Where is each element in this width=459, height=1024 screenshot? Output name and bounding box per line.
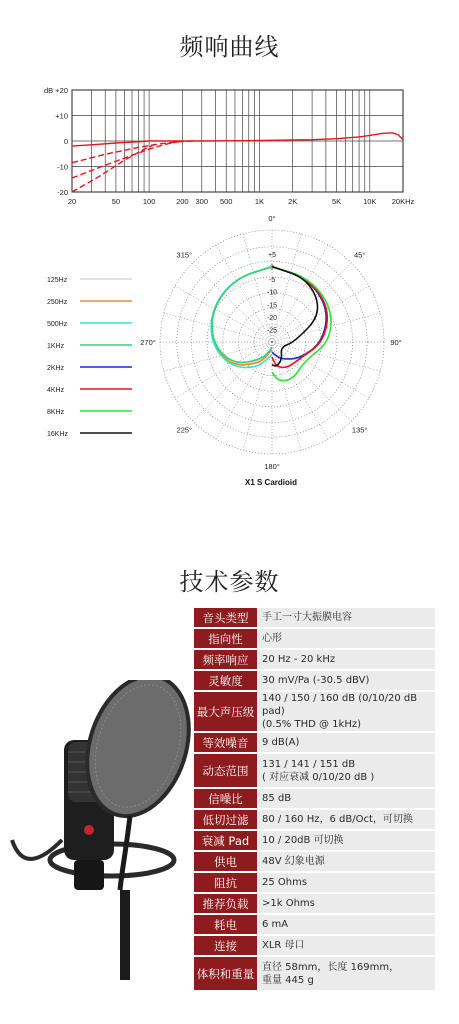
y-tick-label: 0	[63, 137, 68, 146]
frequency-response-chart	[0, 80, 459, 215]
spec-label: 衰减 Pad	[194, 831, 257, 850]
x-tick-label: 200	[176, 197, 189, 206]
angle-label: 0°	[268, 215, 276, 223]
spec-label: 音头类型	[194, 608, 257, 627]
specs-table	[194, 606, 435, 992]
x-tick-label: 20KHz	[391, 197, 415, 206]
x-tick-label: 300	[195, 197, 209, 206]
spec-value	[257, 957, 435, 990]
spec-value	[257, 629, 435, 648]
spec-label: 体积和重量	[194, 957, 257, 990]
spec-row	[194, 852, 435, 871]
ring-label: -25	[266, 327, 278, 335]
spec-row	[194, 733, 435, 752]
spec-label: 连接	[194, 936, 257, 955]
y-tick-label: +10	[55, 111, 68, 121]
polar-spoke	[272, 342, 369, 398]
x-tick-label: 500	[219, 197, 233, 206]
polar-curve-125hz	[212, 264, 274, 364]
spec-label: 推荐负载	[194, 894, 257, 913]
spec-value	[257, 894, 435, 913]
spec-value	[257, 936, 435, 955]
spec-value	[257, 831, 435, 850]
polar-pattern-chart	[0, 215, 459, 495]
x-tick-label: 2K	[288, 197, 298, 206]
spec-value-line: 30 mV/Pa (-30.5 dBV)	[262, 675, 370, 686]
response-curve	[72, 133, 403, 146]
spec-value	[257, 608, 435, 627]
spec-value	[257, 873, 435, 892]
spec-value-line: 48V 幻象电源	[262, 856, 325, 867]
spec-row	[194, 894, 435, 913]
polar-spoke	[272, 234, 301, 342]
spec-row	[194, 915, 435, 934]
x-tick-label: 50	[111, 197, 121, 206]
logo-icon	[84, 825, 94, 835]
spec-label: 阻抗	[194, 873, 257, 892]
spec-label: 耗电	[194, 915, 257, 934]
polar-spoke	[175, 342, 272, 398]
microphone-image	[2, 680, 202, 980]
ring-label: -10	[266, 289, 278, 297]
spec-row	[194, 873, 435, 892]
spec-value-line: 85 dB	[262, 793, 292, 804]
spec-label: 等效噪音	[194, 733, 257, 752]
spec-row	[194, 754, 435, 787]
polar-curve-1khz	[212, 264, 274, 363]
spec-value	[257, 915, 435, 934]
x-tick-label: 1K	[254, 197, 265, 206]
spec-value	[257, 852, 435, 871]
polar-spoke	[164, 313, 272, 342]
legend-label: 250Hz	[47, 299, 68, 306]
polar-spoke	[193, 342, 272, 421]
x-tick-label: 10K	[363, 197, 377, 206]
legend-label: 2KHz	[47, 365, 65, 372]
spec-value-line: 手工一寸大振膜电容	[262, 612, 352, 623]
spec-row	[194, 692, 435, 731]
spec-value	[257, 733, 435, 752]
spec-value-line: 80 / 160 Hz，6 dB/Oct，可切换	[262, 814, 413, 825]
legend-label: 500Hz	[47, 321, 68, 328]
angle-label: 135°	[351, 425, 368, 435]
y-tick-label: -20	[57, 188, 68, 197]
angle-label: 45°	[354, 250, 366, 260]
spec-value	[257, 754, 435, 787]
polar-spoke	[193, 263, 272, 342]
polar-curve-250hz	[212, 264, 274, 365]
spec-row	[194, 671, 435, 690]
x-tick-label: 20	[67, 197, 77, 206]
spec-row	[194, 831, 435, 850]
polar-spoke	[272, 342, 351, 421]
spec-value-line: XLR 母口	[262, 940, 305, 951]
spec-value-line: 6 mA	[262, 919, 289, 930]
spec-label: 低切过滤	[194, 810, 257, 829]
spec-row	[194, 789, 435, 808]
y-tick-label: -10	[57, 162, 68, 172]
ring-label: -20	[266, 314, 278, 322]
freq-response-title: 频响曲线	[179, 33, 280, 61]
legend-label: 4KHz	[47, 387, 65, 394]
spec-value-line: 131 / 141 / 151 dB	[262, 758, 356, 770]
ring-label: +5	[268, 252, 276, 259]
x-tick-label: 5K	[331, 197, 342, 206]
spec-value	[257, 692, 435, 731]
angle-label: 225°	[176, 425, 193, 435]
polar-spoke	[243, 234, 272, 342]
polar-curve-8khz	[270, 264, 331, 381]
specs-title: 技术参数	[179, 568, 280, 596]
polar-curve-4khz	[270, 264, 327, 368]
spec-value-line: 心形	[262, 633, 282, 644]
legend-label: 16KHz	[47, 431, 69, 438]
angle-label: 270°	[140, 338, 156, 347]
response-curve	[72, 143, 158, 192]
spec-label: 信噪比	[194, 789, 257, 808]
spec-label: 频率响应	[194, 650, 257, 669]
ring-label: -15	[266, 302, 278, 310]
angle-label: 180°	[264, 462, 280, 471]
spec-label: 指向性	[194, 629, 257, 648]
spec-value-line: 重量 445 g	[262, 974, 314, 986]
polar-title: X1 S Cardioid	[244, 478, 298, 487]
spec-row	[194, 650, 435, 669]
spec-value-line: (0.5% THD @ 1kHz)	[262, 719, 361, 730]
spec-label: 灵敏度	[194, 671, 257, 690]
spec-value	[257, 650, 435, 669]
legend-label: 8KHz	[47, 409, 65, 416]
spec-label: 供电	[194, 852, 257, 871]
spec-label: 动态范围	[194, 754, 257, 787]
x-tick-label: 100	[142, 197, 156, 206]
angle-label: 90°	[390, 338, 402, 347]
spec-value-line: >1k Ohms	[262, 898, 315, 909]
spec-value-line: 20 Hz - 20 kHz	[262, 654, 336, 665]
spec-value	[257, 810, 435, 829]
spec-value	[257, 789, 435, 808]
y-tick-label: dB +20	[44, 86, 68, 95]
legend-label: 1KHz	[47, 343, 65, 350]
ring-label: 0	[270, 264, 274, 272]
spec-row	[194, 810, 435, 829]
spec-value-line: ( 对应衰减 0/10/20 dB )	[262, 771, 375, 783]
spec-value-line: 10 / 20dB 可切换	[262, 835, 344, 846]
spec-row	[194, 629, 435, 648]
stand-icon	[120, 890, 130, 980]
spec-row	[194, 936, 435, 955]
angle-label: 315°	[176, 250, 193, 260]
spec-value	[257, 671, 435, 690]
legend-label: 125Hz	[47, 277, 68, 284]
spec-label: 最大声压级	[194, 692, 257, 731]
spec-value-line: 25 Ohms	[262, 877, 308, 888]
spec-value-line: 直径 58mm，长度 169mm，	[262, 961, 400, 973]
spec-row	[194, 957, 435, 990]
spec-value-line: 9 dB(A)	[262, 737, 300, 748]
response-curve	[72, 141, 182, 178]
spec-value-line: 140 / 150 / 160 dB (0/10/20 dB pad)	[262, 693, 418, 717]
ring-label: -5	[268, 277, 276, 285]
spec-row	[194, 608, 435, 627]
